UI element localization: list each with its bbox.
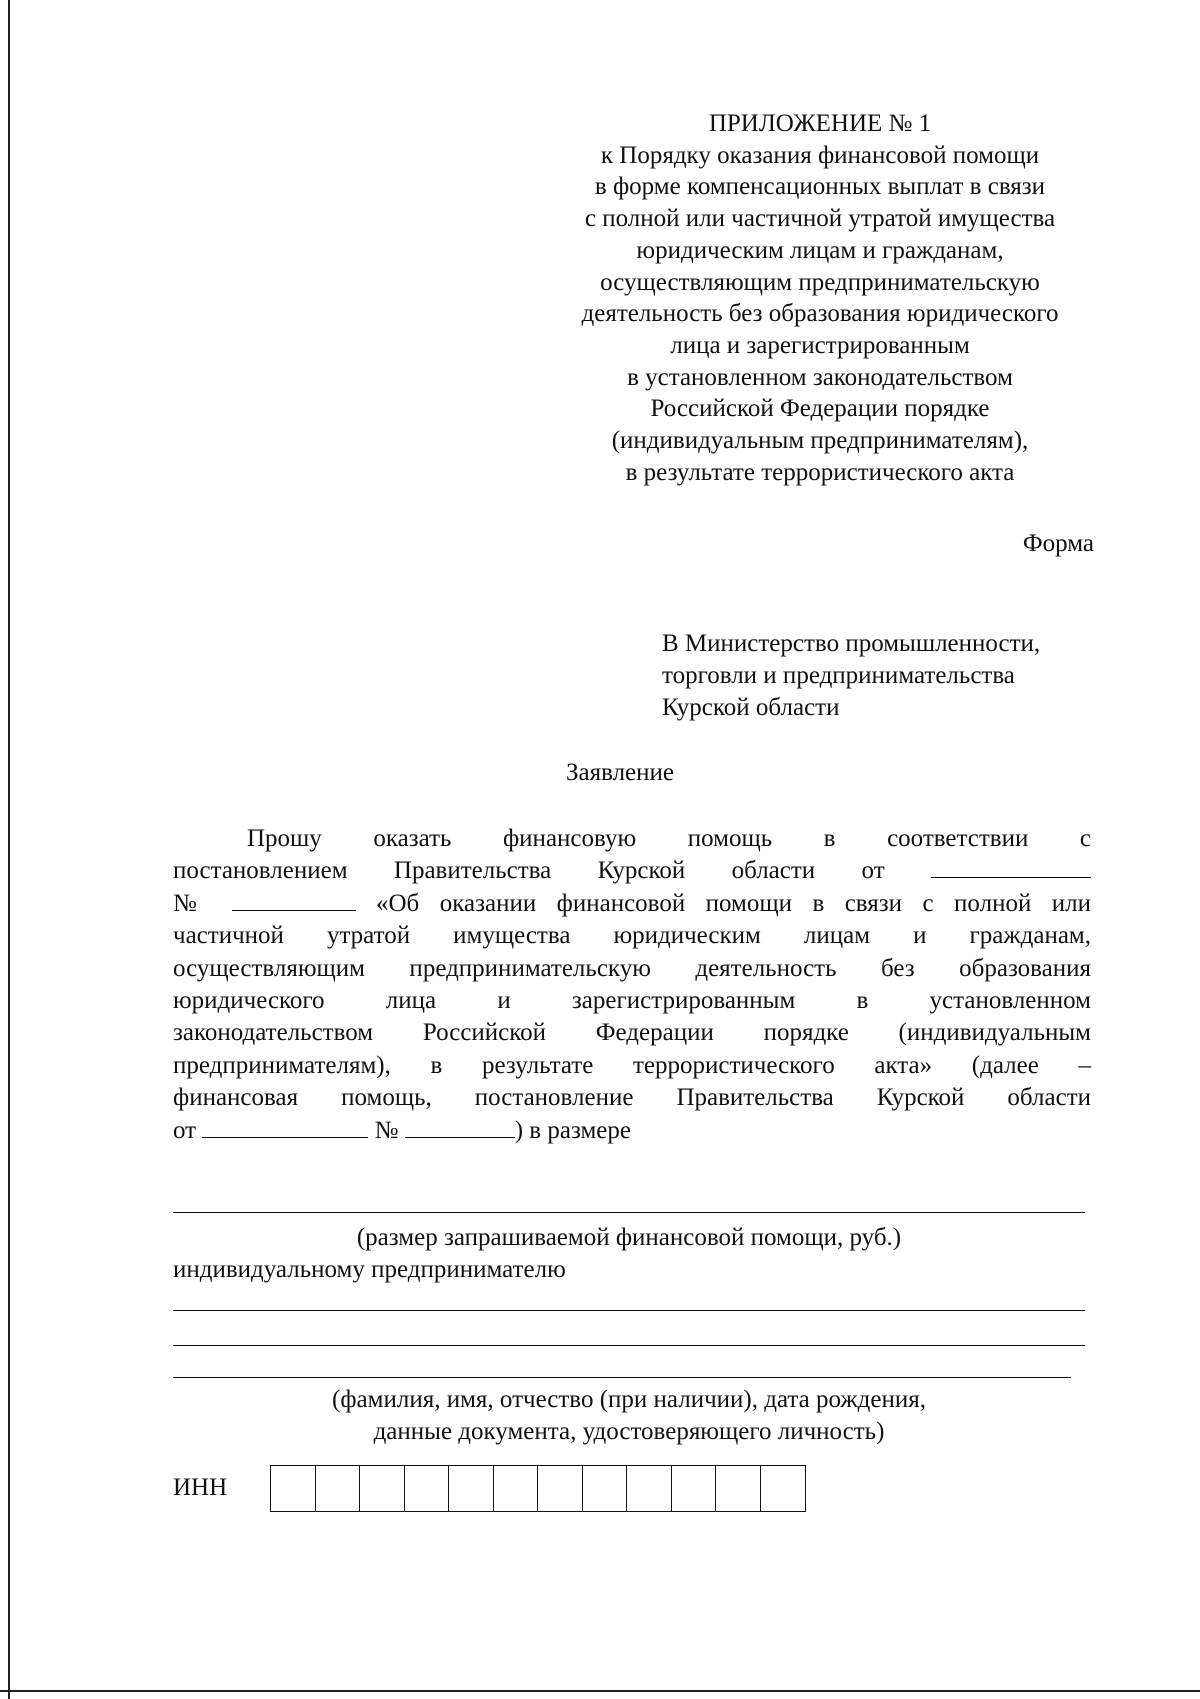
appendix-header <box>540 108 1100 488</box>
inn-digit-cell[interactable] <box>761 1466 806 1511</box>
resolution-number-blank[interactable] <box>232 890 356 911</box>
appendix-line: в установленном законодательством <box>627 363 1013 391</box>
scan-bottom-edge <box>0 1690 1200 1692</box>
inn-digit-cell[interactable] <box>583 1466 628 1511</box>
addressee-line: торговли и предпринимательства <box>662 662 1015 689</box>
person-blank-line-1[interactable] <box>173 1310 1085 1311</box>
appendix-line: с полной или частичной утратой имущества <box>584 205 1056 233</box>
scan-left-edge <box>8 0 10 1699</box>
inn-digit-cell[interactable] <box>360 1466 405 1511</box>
body-line-7: законодательством Российской Федерации порядке (индивидуальным <box>173 1019 1091 1047</box>
inn-digit-cell[interactable] <box>494 1466 539 1511</box>
body-line-1: Прошу оказать финансовую помощь в соответствии с <box>247 825 1092 852</box>
person-caption <box>173 1384 1085 1448</box>
inn-digit-cell[interactable] <box>716 1466 761 1511</box>
inn-digit-cell[interactable] <box>627 1466 672 1511</box>
appendix-line: юридическим лицам и гражданам, <box>636 236 1004 264</box>
inn-digit-cell[interactable] <box>672 1466 717 1511</box>
person-caption-line: (фамилия, имя, отчество (при наличии), дата рождения, <box>332 1386 926 1413</box>
person-caption-line: данные документа, удостоверяющего личность) <box>373 1418 885 1445</box>
body-line-9: финансовая помощь, постановление Правительства Курской области <box>173 1084 1091 1112</box>
addressee-line: Курской области <box>662 694 840 721</box>
person-blank-line-2[interactable] <box>173 1345 1085 1346</box>
appendix-line: осуществляющим предпринимательскую <box>600 268 1040 296</box>
body-line-6: юридического лица и зарегистрированным в установленном <box>173 986 1091 1014</box>
appendix-line: деятельность без образования юридического <box>581 300 1059 328</box>
body-line-4: частичной утратой имущества юридическим лицам и гражданам, <box>173 922 1091 950</box>
document-title: Заявление <box>565 759 675 786</box>
form-label: Форма <box>1022 530 1094 557</box>
appendix-line: лица и зарегистрированным <box>670 331 970 359</box>
appendix-line: Российской Федерации порядке <box>650 395 990 423</box>
person-blank-line-3[interactable] <box>173 1377 1071 1378</box>
body-line-8: предпринимателям), в результате террористического акта» (далее – <box>173 1051 1091 1079</box>
appendix-line: ПРИЛОЖЕНИЕ № 1 <box>708 110 932 137</box>
appendix-line: в результате террористического акта <box>625 458 1015 486</box>
inn-label: ИНН <box>173 1474 228 1501</box>
body-line-3: № «Об оказании финансовой помощи в связи с полной или <box>173 889 1092 917</box>
body-line-5: осуществляющим предпринимательскую деятельность без образования <box>173 954 1091 982</box>
inn-boxes[interactable] <box>270 1465 806 1512</box>
resolution-date-blank[interactable] <box>931 857 1091 878</box>
appendix-line: (индивидуальным предпринимателям), <box>611 427 1029 455</box>
amount-caption: (размер запрашиваемой финансовой помощи, руб.) <box>356 1224 902 1251</box>
inn-digit-cell[interactable] <box>271 1466 316 1511</box>
amount-blank-line[interactable] <box>173 1212 1085 1213</box>
appendix-line: к Порядку оказания финансовой помощи <box>600 141 1040 169</box>
body-line-2: постановлением Правительства Курской области от <box>173 855 1091 887</box>
application-body <box>173 823 1091 1147</box>
resolution-date-blank-2[interactable] <box>202 1117 368 1138</box>
inn-digit-cell[interactable] <box>538 1466 583 1511</box>
resolution-number-blank-2[interactable] <box>405 1117 515 1138</box>
inn-digit-cell[interactable] <box>449 1466 494 1511</box>
addressee-line: В Министерство промышленности, <box>662 630 1041 657</box>
recipient-label: индивидуальному предпринимателю <box>173 1256 566 1283</box>
inn-digit-cell[interactable] <box>316 1466 361 1511</box>
inn-digit-cell[interactable] <box>405 1466 450 1511</box>
body-line-10: от № ) в размере <box>173 1116 631 1144</box>
appendix-line: в форме компенсационных выплат в связи <box>594 173 1046 201</box>
addressee-block <box>662 628 1102 724</box>
